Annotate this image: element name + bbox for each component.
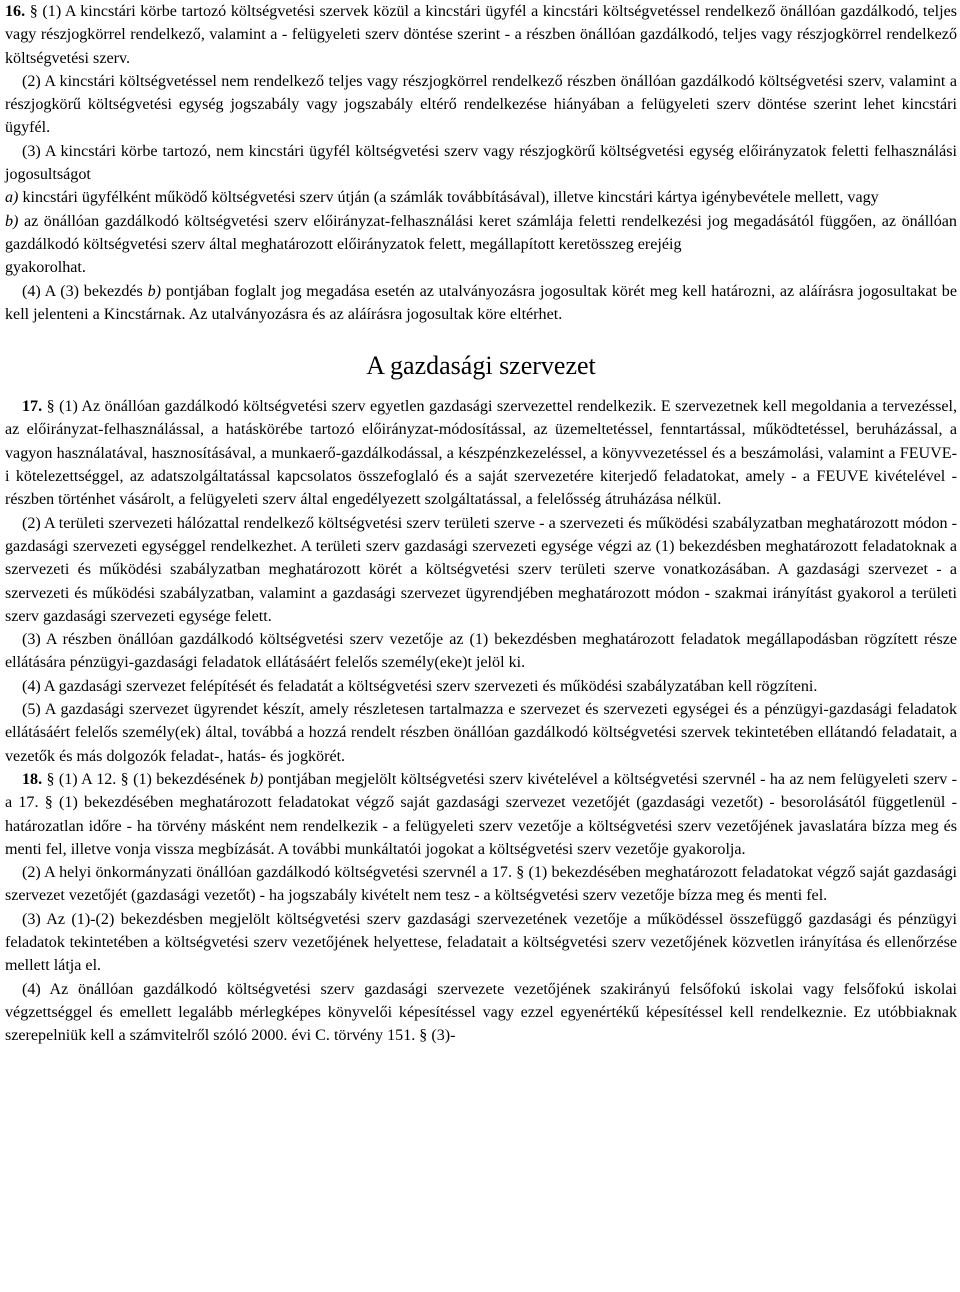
section-16-ref-label: b)	[147, 282, 162, 300]
section-16-paragraph-4	[5, 280, 957, 327]
section-18-text-1b: pontjában megjelölt költségvetési szerv kivételével a költségvetési szervnél - ha az nem felügyeleti szerv - a 17. § (1) bekezdésében meghatározott feladatokat végző saját gazdasági szervezet vezetőjét (gazdasági vezetőt) - besorolásától függetlenül - határozatlan időre - ha törvény másként nem rendelkezik - a felügyeleti szerv vezetője a költségvetési szerv vezetőjének javaslatára bízza meg és menti fel, illetve vonja vissza megbízását. A további munkáltatói jogokat a költségvetési szerv vezetője gyakorolja.	[5, 770, 957, 858]
section-16-paragraph-3-end: gyakorolhat.	[5, 259, 86, 277]
point-a-text: kincstári ügyfélként működő költségvetési szerv útján (a számlák továbbításával), illetve kincstári kártya igénybevétele mellett, vagy	[22, 189, 879, 207]
chapter-heading: A gazdasági szervezet	[366, 351, 596, 381]
section-16-text-1: § (1) A kincstári körbe tartozó költségvetési szervek közül a kincstári ügyfél a kincstári költségvetéssel rendelkező önállóan gazdálkodó, teljes vagy részjogkörrel rendelkező, valamint a - felügyeleti szerv döntése szerint - a részben önállóan gazdálkodó, teljes vagy részjogkörrel rendelkező költségvetési szerv.	[5, 3, 957, 67]
section-18-paragraph-1	[5, 768, 957, 861]
section-16-paragraph-1	[5, 0, 957, 70]
section-17-paragraph-2: (2) A területi szervezeti hálózattal rendelkező költségvetési szerv területi szerve - a szervezeti és működési szabályzatban meghatározott módon - gazdasági szervezeti egységgel rendelkezhet. A területi szerv gazdasági szervezeti egysége végzi az (1) bekezdésben meghatározott feladatoknak a szervezeti és működési szabályzatban meghatározott körét a költségvetési szerv területi szerve vonatkozásában. A gazdasági szervezet - a szervezeti és működési szabályzatban, valamint a gazdasági szervezet ügyrendjében meghatározott módon - szakmai irányítást gyakorol a területi szerv gazdasági szervezeti egysége felett.	[5, 514, 957, 625]
section-16-paragraph-3: (3) A kincstári körbe tartozó, nem kincstári ügyfél költségvetési szerv vagy részjogkörű költségvetési egység előirányzatok feletti felhasználási jogosultságot	[5, 142, 957, 184]
point-b-text: az önállóan gazdálkodó költségvetési szerv előirányzat-felhasználási keret számlája feletti rendelkezési jog megadásától függően, az önállóan gazdálkodó költségvetési szerv által meghatározott előirányzatok felett, megállapított keretösszeg erejéig	[5, 212, 957, 253]
section-16-text-4b: pontjában foglalt jog megadása esetén az utalványozásra jogosultak körét meg kell határozni, az aláírásra jogosultakat be kell jelenteni a Kincstárnak. Az utalványozásra és az aláírásra jogosultak köre eltérhet.	[5, 282, 957, 323]
point-b-label: b)	[5, 212, 19, 230]
section-17-paragraph-3: (3) A részben önállóan gazdálkodó költségvetési szerv vezetője az (1) bekezdésben meghatározott feladatok megállapodásban rögzített része ellátására pénzügyi-gazdasági feladatok ellátásáért felelős személy(eke)t jelöl ki.	[5, 631, 957, 672]
section-17-text-1: § (1) Az önállóan gazdálkodó költségvetési szerv egyetlen gazdasági szervezettel rendelkezik. E szervezetnek kell megoldania a tervezéssel, az előirányzat-felhasználással, a hatáskörébe tartozó előirányzat-módosítással, az üzemeltetéssel, fenntartással, működtetéssel, beruházással, a vagyon használatával, hasznosításával, a munkaerő-gazdálkodással, a készpénzkezeléssel, a könyvvezetéssel és a beszámolási, valamint a FEUVE-i kötelezettséggel, az adatszolgáltatással kapcsolatos összefoglaló és a saját szervezetére kiterjedő feladatokat, amely - a FEUVE kivételével - részben történhet vásárolt, a felügyeleti szerv által engedélyezett szolgáltatással, a felelősség átruházása nélkül.	[5, 398, 958, 509]
section-18-paragraph-4: (4) Az önállóan gazdálkodó költségvetési szerv gazdasági szervezete vezetőjének szakirányú felsőfokú iskolai vagy felsőfokú iskolai végzettséggel és emellett legalább mérlegképes könyvelői képesítéssel vagy ezzel egyenértékű képesítéssel kell rendelkeznie. Ez utóbbiaknak szerepelniük kell a számvitelről szóló 2000. évi C. törvény 151. § (3)-	[5, 980, 957, 1045]
section-17-paragraph-5: (5) A gazdasági szervezet ügyrendet készít, amely részletesen tartalmazza e szervezet és szervezeti egységei és a pénzügyi-gazdasági feladatok ellátásáért felelős személy(ek) által, továbbá a hozzá rendelt részben önállóan gazdálkodó költségvetési szervek tekintetében ellátandó feladatait, a vezetők és más dolgozók feladat-, hatás- és jogkörét.	[5, 701, 957, 765]
section-18-number: 18.	[22, 770, 43, 788]
section-18-paragraph-3: (3) Az (1)-(2) bekezdésben megjelölt költségvetési szerv gazdasági szervezetének vezetője a működéssel összefüggő gazdasági és pénzügyi feladatok tekintetében a költségvetési szerv vezetőjének helyettese, feladatait a költségvetési szerv vezetőjének közvetlen irányítása és ellenőrzése mellett látja el.	[5, 910, 957, 975]
point-a-label: a)	[5, 189, 19, 207]
section-16-paragraph-2: (2) A kincstári költségvetéssel nem rendelkező teljes vagy részjogkörrel rendelkező részben önállóan gazdálkodó költségvetési szerv, valamint a részjogkörű költségvetési egység jogszabály vagy jogszabály eltérő rendelkezése hiányában a felügyeleti szerv döntése szerint lehet kincstári ügyfél.	[5, 72, 957, 137]
section-17-paragraph-4: (4) A gazdasági szervezet felépítését és feladatát a költségvetési szerv szervezeti és működési szabályzatában kell rögzíteni.	[22, 677, 818, 695]
section-17-paragraph-1	[5, 395, 957, 511]
section-16-text-4a: (4) A (3) bekezdés	[22, 282, 143, 300]
section-16-point-a	[5, 186, 957, 209]
section-18-paragraph-2: (2) A helyi önkormányzati önállóan gazdálkodó költségvetési szervnél a 17. § (1) bekezdésében meghatározott feladatokat végző saját gazdasági szervezet vezetőjét (gazdasági vezetőt) - ha jogszabály kivételt nem tesz - a költségvetési szerv vezetője bízza meg és menti fel.	[5, 864, 957, 905]
section-16-point-b	[5, 210, 957, 257]
section-16-number: 16.	[5, 3, 26, 20]
section-18-ref-label: b)	[249, 770, 264, 788]
section-17-number: 17.	[22, 398, 43, 416]
section-18-text-1a: § (1) A 12. § (1) bekezdésének	[46, 770, 246, 788]
